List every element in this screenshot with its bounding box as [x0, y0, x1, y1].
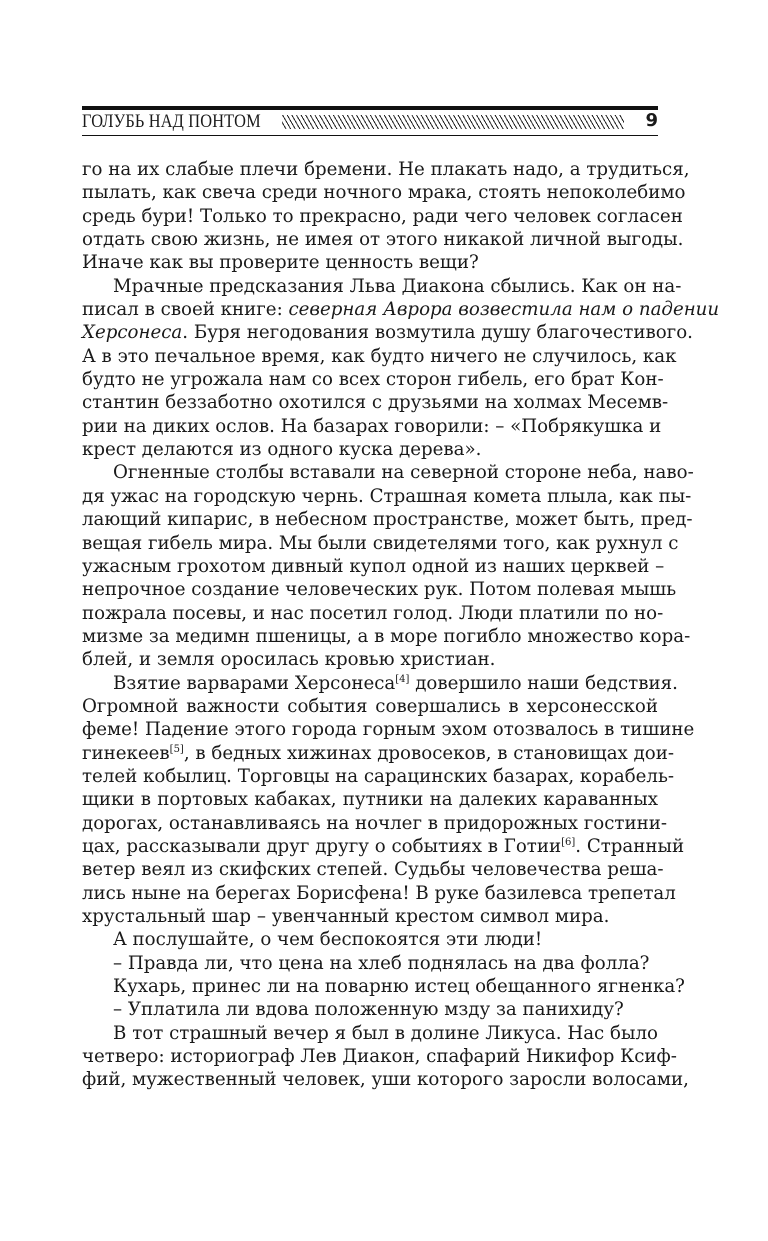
text-line: Мрачные предсказания Льва Диакона сбылись. Как он на-	[113, 275, 682, 297]
text-line: го на их слабые плечи бремени. Не плакать надо, а трудиться,	[82, 159, 690, 180]
text-line: вещая гибель мира. Мы были свидетелями того, как рухнул с	[82, 532, 679, 554]
footnote-ref[interactable]: [4]	[395, 673, 410, 685]
text-line: четверо: историограф Лев Диакон, спафарий Никифор Ксиф-	[82, 1046, 677, 1068]
text-line: рии на диких ослов. На базарах говорили: – «Побрякушка и	[82, 415, 662, 437]
running-header	[82, 106, 658, 134]
header-bottom-rule	[82, 135, 658, 136]
text-line: Взятие варварами Херсонеса[4] довершило наши бедствия.	[113, 672, 678, 694]
text-line: Кухарь, принес ли на поварню истец обещанного ягненка?	[113, 976, 685, 998]
text-line: лись ныне на берегах Борисфена! В руке базилевса трепетал	[82, 882, 676, 904]
italic-quote: Херсонеса	[82, 322, 183, 344]
text-line: ветер веял из скифских степей. Судьбы человечества реша-	[82, 859, 664, 881]
text-line: дя ужас на городскую чернь. Страшная комета плыла, как пы-	[82, 485, 692, 507]
text-line: непрочное создание человеческих рук. Потом полевая мышь	[82, 579, 677, 601]
text-line: А в это печальное время, как будто ничего не случилось, как	[82, 345, 677, 367]
page-number: 9	[645, 110, 658, 131]
text-line: щики в портовых кабаках, путники на далеких караванных	[82, 789, 658, 811]
text-line: Иначе как вы проверите ценность вещи?	[82, 252, 479, 274]
text-line: В тот страшный вечер я был в долине Ликуса. Нас было	[113, 1022, 658, 1044]
footnote-ref[interactable]: [5]	[169, 743, 184, 755]
text-line: А послушайте, о чем беспокоятся эти люди!	[113, 929, 543, 951]
text-line: средь бури! Только то прекрасно, ради чего человек согласен	[82, 205, 683, 227]
text-line: гинекеев[5], в бедных хижинах дровосеков, в становищах дои-	[82, 742, 675, 764]
text-line: стантин беззаботно охотился с друзьями на холмах Месемв-	[82, 392, 669, 414]
text-line: отдать свою жизнь, не имея от этого никакой личной выгоды.	[82, 229, 684, 251]
text-line: Херсонеса. Буря негодования возмутила душу благочестивого.	[82, 322, 693, 344]
italic-quote: северная Аврора возвестила нам о падении	[288, 299, 720, 321]
footnote-ref[interactable]: [6]	[561, 836, 576, 848]
text-line: феме! Падение этого города горным эхом отозвалось в тишине	[82, 719, 695, 741]
text-line: дорогах, останавливаясь на ночлег в придорожных гостини-	[82, 812, 668, 834]
running-title: ГОЛУБЬ НАД ПОНТОМ	[82, 111, 261, 132]
text-line: фий, мужественный человек, уши которого заросли волосами,	[82, 1069, 689, 1091]
text-line: хрустальный шар – увенчанный крестом символ мира.	[82, 906, 610, 927]
text-line: крест делаются из одного куска дерева».	[82, 439, 482, 461]
text-line: – Уплатила ли вдова положенную мзду за панихиду?	[113, 999, 624, 1021]
header-top-rule	[82, 106, 658, 110]
text-line: цах, рассказывали друг другу о событиях в Готии[6]. Странный	[82, 835, 685, 857]
text-line: пылать, как свеча среди ночного мрака, стоять непоколебимо	[82, 182, 686, 204]
text-line: ужасным грохотом дивный купол одной из наших церквей –	[82, 555, 665, 577]
text-line: – Правда ли, что цена на хлеб поднялась на два фолла?	[113, 952, 650, 974]
text-line: блей, и земля оросилась кровью христиан.	[82, 649, 496, 671]
text-line: мизме за медимн пшеницы, а в море погибло множество кора-	[82, 625, 691, 647]
header-hatch-ornament	[282, 115, 624, 129]
body-text	[82, 158, 720, 1092]
text-line: писал в своей книге: северная Аврора возвестила нам о падении	[82, 299, 720, 321]
text-line: пожрала посевы, и нас посетил голод. Люди платили по но-	[82, 602, 664, 624]
text-line: телей кобылиц. Торговцы на сарацинских базарах, корабель-	[82, 765, 675, 787]
text-line: лающий кипарис, в небесном пространстве, может быть, пред-	[82, 509, 693, 531]
text-line: будто не угрожала нам со всех сторон гибель, его брат Кон-	[82, 369, 664, 391]
text-line: Огненные столбы вставали на северной стороне неба, наво-	[113, 462, 694, 484]
text-line: Огромной важности события совершались в херсонесской	[82, 695, 658, 717]
